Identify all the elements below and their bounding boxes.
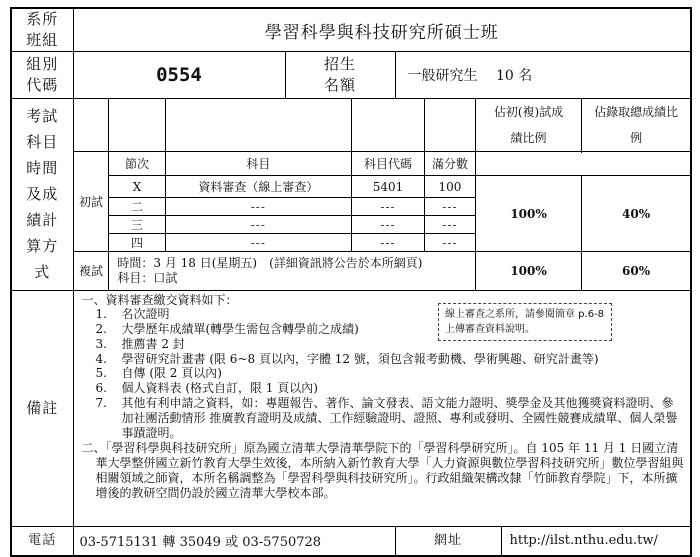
code-cell: --- xyxy=(352,198,425,216)
col-ratio-header: 佔初(複)試成績比例 xyxy=(475,99,581,152)
online-review-callout: 線上審查之系所，請參閱簡章 p.6-8 上傳審查資料說明。 xyxy=(438,303,612,341)
initial-ratio: 100% xyxy=(475,176,581,252)
quota-label: 招生名額 xyxy=(285,52,395,99)
score-cell: --- xyxy=(424,234,475,252)
session-cell: X xyxy=(109,176,165,198)
retest-ratio: 100% xyxy=(475,252,581,290)
col-code-header: 科目代碼 xyxy=(352,152,425,176)
col-subject-header: 科目 xyxy=(165,152,351,176)
retest-admit-ratio: 60% xyxy=(582,252,690,290)
retest-time: 時間：3 月 18 日(星期五) (詳細資訊將公告於本所網頁) xyxy=(117,255,423,270)
initial-label: 初試 xyxy=(74,152,109,252)
notes-section-1-title: 一、資料審查繳交資料如下： xyxy=(81,292,238,307)
score-cell: --- xyxy=(424,216,475,234)
admission-table xyxy=(10,7,692,557)
col-score-header: 滿分數 xyxy=(424,152,475,176)
score-cell: --- xyxy=(424,198,475,216)
subject-cell: --- xyxy=(165,198,351,216)
list-item: 5. 自傳 (限 2 頁以內) xyxy=(95,366,222,381)
phone-value: 03-5715131 轉 35049 或 03-5750728 xyxy=(73,526,395,556)
table-row xyxy=(74,176,691,198)
admission-table-page xyxy=(10,7,690,551)
code-cell: --- xyxy=(352,216,425,234)
dept-name: 學習科學與科技研究所碩士班 xyxy=(73,8,691,52)
exam-table xyxy=(74,99,691,290)
exam-label: 考試科目時間及成績計算方式 xyxy=(11,99,73,291)
subject-cell: 資料審查（線上審查） xyxy=(165,176,351,198)
retest-label: 複試 xyxy=(74,252,109,290)
session-cell: 三 xyxy=(109,216,165,234)
initial-admit-ratio: 40% xyxy=(582,176,690,252)
list-item: 3. 推薦書 2 封 xyxy=(95,336,185,351)
col-admit-header: 佔錄取總成績比例 xyxy=(582,99,690,152)
col-session-header: 節次 xyxy=(109,152,165,176)
list-item: 7. 其他有利申請之資料，如：專題報告、著作、論文發表、語文能力證明、獎學金及其他獲獎資料證明、參加社團活動情形 推廣教育證明及成績、工作經驗證明、證照、專利或發明、全國性競賽成績單、個人榮譽事蹟證明。 xyxy=(95,396,678,440)
exam-block xyxy=(73,99,691,291)
notes-content xyxy=(73,290,691,526)
notes-section-2: 二、「學習科學與科技研究所」原為國立清華大學清華學院下的「學習科學研究所」。自 105 年 11 月 1 日國立清華大學整併國立新竹教育大學生效後，本所納入新竹教育大學「人力資源與數位學習科技研究所」數位學習組與相關領域之師資，本所名稱調整為「學習科學與科技研究所」。行政組織架構改隸「竹師教育學院」下，本所擴增後的教研空間仍設於國立清華大學校本部。 xyxy=(81,441,684,500)
subject-cell: --- xyxy=(165,216,351,234)
retest-subject: 科目：口試 xyxy=(117,270,178,285)
score-cell: 100 xyxy=(424,176,475,198)
dept-label: 系所班組 xyxy=(11,8,73,52)
group-code: 0554 xyxy=(73,52,285,99)
quota-value: 一般研究生 10 名 xyxy=(395,52,691,99)
session-cell: 二 xyxy=(109,198,165,216)
code-cell: 5401 xyxy=(352,176,425,198)
url-label: 網址 xyxy=(395,526,501,556)
list-item: 2. 大學歷年成績單(轉學生需包含轉學前之成績) xyxy=(95,322,359,337)
list-item: 1. 名次證明 xyxy=(95,307,170,322)
group-label: 組別代碼 xyxy=(11,52,73,99)
list-item: 4. 學習研究計畫書 (限 6~8 頁以內，字體 12 號，須包含報考動機、學術興趣、研究計畫等) xyxy=(95,351,599,366)
url-link[interactable]: http://ilst.nthu.edu.tw/ xyxy=(501,526,691,556)
list-item: 6. 個人資料表 (格式自訂，限 1 頁以內) xyxy=(95,381,318,396)
session-cell: 四 xyxy=(109,234,165,252)
retest-info xyxy=(109,252,476,290)
subject-cell: --- xyxy=(165,234,351,252)
code-cell: --- xyxy=(352,234,425,252)
phone-label: 電話 xyxy=(11,526,73,556)
notes-label: 備註 xyxy=(11,290,73,526)
